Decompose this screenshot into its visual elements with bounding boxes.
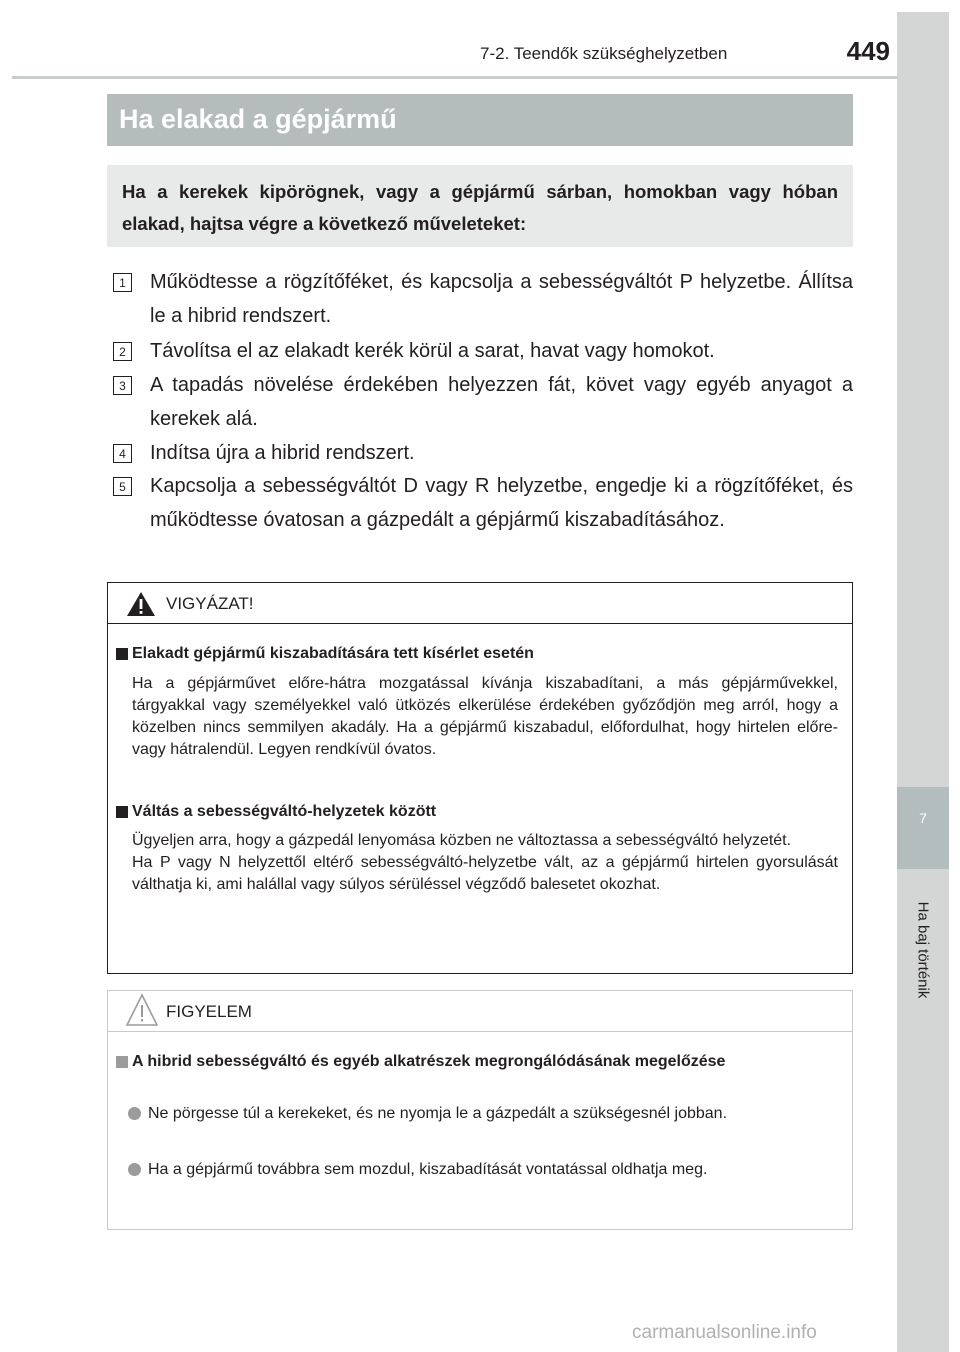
header-section-title: 7-2. Teendők szükséghelyzetben — [480, 44, 728, 63]
step-number: 2 — [113, 342, 132, 361]
caution-section-title: Váltás a sebességváltó-helyzetek között — [132, 803, 437, 820]
chapter-number: 7 — [897, 787, 949, 869]
page-number: 449 — [846, 36, 890, 66]
step-text: Működtesse a rögzítőféket, és kapcsolja a sebességváltót P helyzetbe. Állítsa le a hibrid rendszert. — [150, 271, 853, 327]
round-bullet-icon — [128, 1163, 141, 1176]
caution-section-title: Elakadt gépjármű kiszabadítására tett kísérlet esetén — [132, 645, 534, 662]
page-title-bar — [107, 94, 853, 146]
step-number: 4 — [113, 444, 132, 463]
caution-paragraph: Ha P vagy N helyzettől eltérő sebességváltó-helyzetbe vált, az a gépjármű hirtelen gyorsulását válthatja ki, ami halállal vagy súlyos sérüléssel végződő balesetet okozhat. — [132, 854, 838, 893]
caution-label: VIGYÁZAT! — [166, 594, 254, 613]
step-number: 5 — [113, 477, 132, 496]
warning-triangle-icon — [126, 591, 156, 617]
square-bullet-icon — [116, 1056, 128, 1068]
step-text: Kapcsolja a sebességváltót D vagy R helyzetbe, engedje ki a rögzítőféket, és működtesse óvatosan a gázpedált a gépjármű kiszabadításához. — [150, 475, 853, 531]
notice-bullet-text: Ne pörgesse túl a kerekeket, és ne nyomja le a gázpedált a szükségesnél jobban. — [148, 1105, 728, 1122]
page-title: Ha elakad a gépjármű — [119, 104, 397, 134]
step-number: 3 — [113, 376, 132, 395]
square-bullet-icon — [116, 648, 128, 660]
step-text: Indítsa újra a hibrid rendszert. — [150, 442, 415, 464]
notice-bullet-text: Ha a gépjármű továbbra sem mozdul, kiszabadítását vontatással oldhatja meg. — [148, 1161, 708, 1178]
caution-paragraph: Ha a gépjárművet előre-hátra mozgatással kívánja kiszabadítani, a más gépjárművekkel, tárgyakkal vagy személyekkel való ütközés elkerülése érdekében győződjön meg arról, hogy a közelben nincs semmilyen akadály. Ha a gépjármű kiszabadul, előfordulhat, hogy hirtelen előre- vagy hátralendül. Legyen rendkívül óvatos. — [132, 675, 838, 758]
square-bullet-icon — [116, 806, 128, 818]
caution-paragraph: Ügyeljen arra, hogy a gázpedál lenyomása közben ne változtassa a sebességváltó helyzetét. — [132, 832, 792, 849]
chapter-title: Ha baj történik — [914, 901, 932, 999]
caution-header — [108, 583, 852, 624]
notice-section-title: A hibrid sebességváltó és egyéb alkatrészek megrongálódásának megelőzése — [132, 1053, 726, 1070]
caution-section-body — [132, 830, 838, 896]
round-bullet-icon — [128, 1107, 141, 1120]
header-divider — [12, 76, 897, 79]
step-text: Távolítsa el az elakadt kerék körül a sarat, havat vagy homokot. — [150, 340, 715, 362]
caution-box — [107, 582, 853, 974]
caution-section-body — [132, 673, 838, 761]
notice-header — [108, 991, 852, 1032]
watermark-text: carmanualsonline.info — [632, 1322, 817, 1343]
step-text: A tapadás növelése érdekében helyezzen fát, követ vagy egyéb anyagot a kerekek alá. — [150, 374, 853, 430]
notice-box — [107, 990, 853, 1230]
chapter-side-tab — [897, 12, 949, 1352]
step-number: 1 — [113, 273, 132, 292]
intro-box — [107, 165, 853, 247]
intro-text: Ha a kerekek kipörögnek, vagy a gépjármű sárban, homokban vagy hóban elakad, hajtsa végre a következő műveleteket: — [122, 181, 838, 234]
notice-label: FIGYELEM — [166, 1002, 252, 1021]
notice-triangle-icon — [126, 993, 158, 1027]
